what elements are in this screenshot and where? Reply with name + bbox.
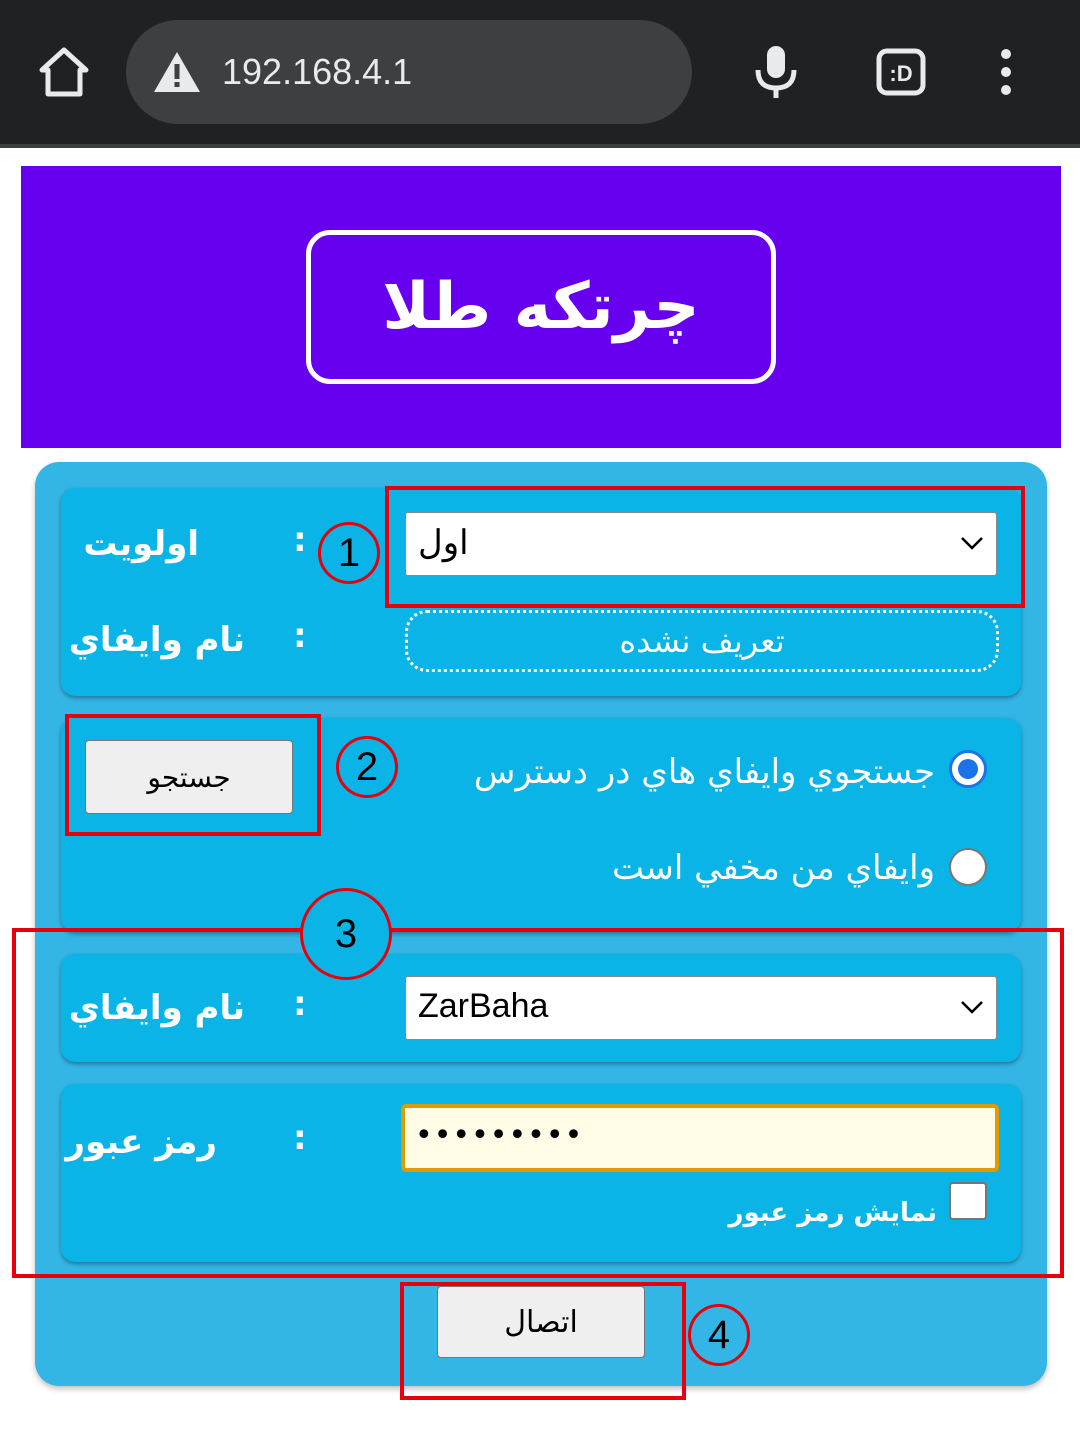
current-wifi-value: تعريف نشده [405,610,999,672]
more-vert-icon[interactable] [996,48,1016,96]
toolbar-divider [0,144,1080,148]
page-header [21,166,1061,448]
annotation-marker-1: 1 [318,522,380,584]
priority-label: اولويت [83,524,199,564]
annotation-box-2 [65,714,321,836]
search-button[interactable]: جستجو [85,740,293,814]
hidden-wifi-label[interactable]: وايفاي من مخفي است [611,848,935,888]
current-wifi-label: نام وايفاي [68,620,245,660]
annotation-marker-2: 2 [336,736,398,798]
browser-toolbar [0,0,1080,146]
logo-text: چرتكه طلا [306,230,776,384]
wifi-select-value: ZarBaha [418,987,549,1025]
annotation-box-4 [400,1282,686,1400]
password-label: رمز عبور [65,1122,217,1162]
annotation-marker-3: 3 [300,888,392,980]
warning-icon[interactable] [152,50,202,94]
annotation-marker-4: 4 [688,1304,750,1366]
wifi-name-colon: : [293,984,307,1024]
connect-button[interactable]: اتصال [437,1286,645,1358]
hidden-wifi-radio[interactable] [949,848,987,886]
address-bar[interactable] [126,20,692,124]
url-text[interactable]: 192.168.4.1 [222,51,413,92]
scan-available-label[interactable]: جستجوي وايفاي هاي در دسترس [473,752,935,792]
show-password-label[interactable]: نمايش رمز عبور [728,1198,937,1228]
annotation-box-1 [385,486,1025,608]
password-value: ••••••••• [415,1118,584,1153]
tabs-icon[interactable] [876,48,926,96]
scan-available-radio[interactable] [949,750,987,788]
password-colon: : [293,1118,307,1158]
wifi-name-label: نام وايفاي [68,988,245,1028]
priority-colon: : [293,520,307,560]
annotation-box-3 [12,928,1064,1278]
current-wifi-colon: : [293,616,307,656]
svg-text::D: :D [889,61,913,86]
mic-icon[interactable] [752,44,800,100]
home-icon[interactable] [36,44,92,100]
priority-select-value: اول [418,524,469,562]
